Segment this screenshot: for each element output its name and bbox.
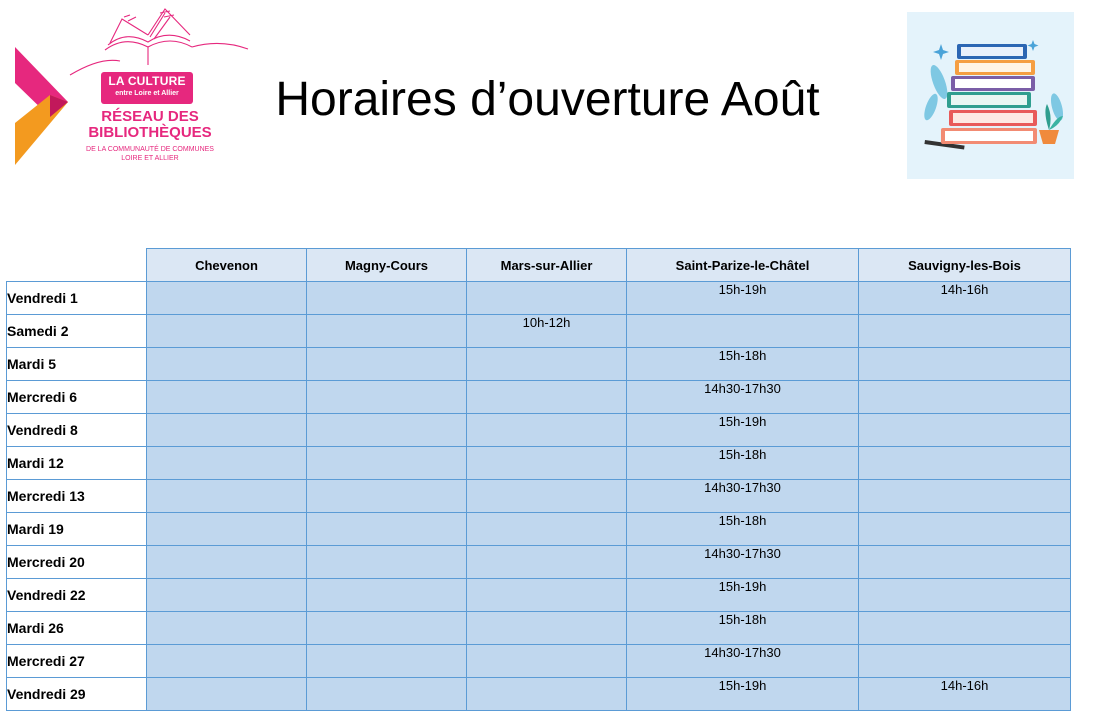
table-cell: [467, 381, 627, 414]
table-cell: [307, 414, 467, 447]
table-row: [7, 480, 1071, 513]
table-cell: [859, 645, 1071, 678]
table-cell: [467, 414, 627, 447]
table-cell: [859, 447, 1071, 480]
table-cell: [859, 546, 1071, 579]
table-cell: 15h-18h: [627, 348, 859, 381]
table-cell: [467, 447, 627, 480]
opening-hours-table: [6, 248, 1071, 711]
row-day-label: Samedi 2: [7, 315, 147, 348]
table-cell: 15h-19h: [627, 414, 859, 447]
table-cell: 14h-16h: [859, 282, 1071, 315]
table-cell: [307, 348, 467, 381]
table-cell: [147, 315, 307, 348]
table-cell: [859, 579, 1071, 612]
row-day-label: Vendredi 8: [7, 414, 147, 447]
row-day-label: Mercredi 13: [7, 480, 147, 513]
table-cell: [859, 315, 1071, 348]
table-cell: [147, 480, 307, 513]
stack-of-books-icon: [907, 12, 1074, 179]
table-cell: [859, 513, 1071, 546]
table-cell: 15h-19h: [627, 678, 859, 711]
logo-badge-line2: entre Loire et Allier: [115, 90, 179, 97]
table-cell: [627, 315, 859, 348]
column-header-saint-parize-le-chatel: Saint-Parize-le-Châtel: [627, 249, 859, 282]
table-cell: [307, 315, 467, 348]
table-cell: [467, 645, 627, 678]
row-day-label: Vendredi 1: [7, 282, 147, 315]
table-cell: [307, 579, 467, 612]
logo-network-line2: BIBLIOTHÈQUES: [88, 124, 212, 141]
table-row: [7, 315, 1071, 348]
table-corner: [7, 249, 147, 282]
table-row: [7, 546, 1071, 579]
table-cell: [307, 282, 467, 315]
logo-subtitle-line1: DE LA COMMUNAUTÉ DE COMMUNES: [86, 146, 214, 153]
table-body: [7, 282, 1071, 711]
table-cell: [859, 414, 1071, 447]
row-day-label: Mardi 12: [7, 447, 147, 480]
table-cell: [307, 480, 467, 513]
table-cell: [147, 546, 307, 579]
table-cell: [307, 513, 467, 546]
table-cell: 14h30-17h30: [627, 480, 859, 513]
table-row: [7, 612, 1071, 645]
row-day-label: Mardi 5: [7, 348, 147, 381]
table-cell: [859, 381, 1071, 414]
table-row: [7, 579, 1071, 612]
table-cell: [147, 447, 307, 480]
logo-subtitle-line2: LOIRE ET ALLIER: [121, 155, 179, 162]
table-cell: [859, 348, 1071, 381]
table-cell: [147, 513, 307, 546]
table-row: [7, 414, 1071, 447]
row-day-label: Mercredi 20: [7, 546, 147, 579]
table-cell: 15h-18h: [627, 513, 859, 546]
table-cell: [307, 612, 467, 645]
logo-network-line1: RÉSEAU DES: [101, 108, 199, 125]
table-cell: 15h-18h: [627, 447, 859, 480]
table-cell: [147, 348, 307, 381]
table-cell: [859, 480, 1071, 513]
table-header-row: [7, 249, 1071, 282]
page-title: Horaires d’ouverture Août: [275, 73, 820, 126]
table-cell: 14h30-17h30: [627, 645, 859, 678]
row-day-label: Vendredi 29: [7, 678, 147, 711]
column-header-sauvigny-les-bois: Sauvigny-les-Bois: [859, 249, 1071, 282]
table-cell: [307, 645, 467, 678]
table-row: [7, 678, 1071, 711]
table-cell: 15h-19h: [627, 579, 859, 612]
table-cell: [467, 348, 627, 381]
table-row: [7, 645, 1071, 678]
table-cell: [147, 645, 307, 678]
table-cell: 10h-12h: [467, 315, 627, 348]
column-header-chevenon: Chevenon: [147, 249, 307, 282]
table-cell: [467, 678, 627, 711]
table-cell: [147, 282, 307, 315]
row-day-label: Mercredi 6: [7, 381, 147, 414]
table-cell: [147, 579, 307, 612]
table-cell: [147, 612, 307, 645]
table-row: [7, 447, 1071, 480]
table-cell: 14h30-17h30: [627, 546, 859, 579]
row-day-label: Mardi 26: [7, 612, 147, 645]
table-cell: 14h30-17h30: [627, 381, 859, 414]
table-cell: [859, 612, 1071, 645]
table-row: [7, 348, 1071, 381]
table-row: [7, 381, 1071, 414]
table-cell: [467, 282, 627, 315]
table-cell: 14h-16h: [859, 678, 1071, 711]
table-cell: [467, 579, 627, 612]
table-cell: [147, 414, 307, 447]
table-cell: [147, 678, 307, 711]
table-cell: [467, 513, 627, 546]
table-cell: 15h-18h: [627, 612, 859, 645]
table-cell: [307, 546, 467, 579]
logo-subtitle: [65, 145, 235, 163]
table-cell: 15h-19h: [627, 282, 859, 315]
table-row: [7, 282, 1071, 315]
column-header-magny-cours: Magny-Cours: [307, 249, 467, 282]
column-header-mars-sur-allier: Mars-sur-Allier: [467, 249, 627, 282]
table-cell: [307, 447, 467, 480]
row-day-label: Mercredi 27: [7, 645, 147, 678]
logo-badge-line1: LA CULTURE: [108, 74, 186, 88]
table-cell: [307, 678, 467, 711]
table-cell: [467, 480, 627, 513]
table-cell: [467, 546, 627, 579]
table-cell: [147, 381, 307, 414]
table-cell: [467, 612, 627, 645]
row-day-label: Vendredi 22: [7, 579, 147, 612]
table-row: [7, 513, 1071, 546]
row-day-label: Mardi 19: [7, 513, 147, 546]
table-cell: [307, 381, 467, 414]
